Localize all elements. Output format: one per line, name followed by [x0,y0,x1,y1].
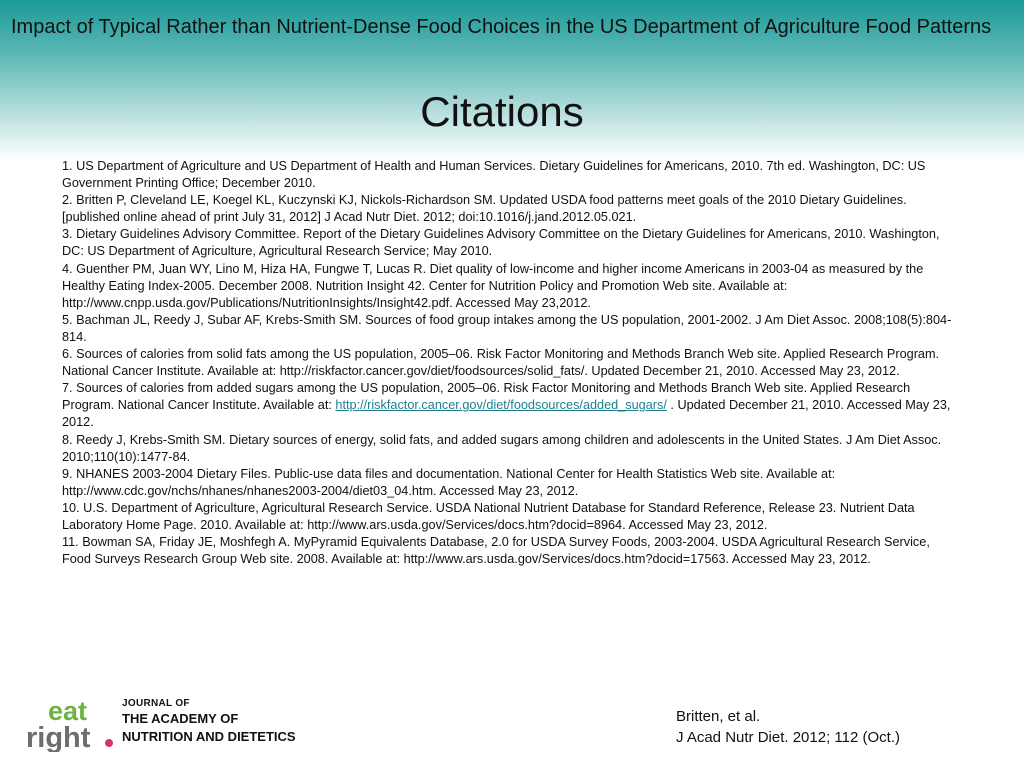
citation-7 [62,380,952,431]
footer-reference [676,706,900,748]
citation-6: 6. Sources of calories from solid fats among the US population, 2005–06. Risk Factor Monitoring and Methods Branch Web site. Applied Research Program. National Cancer Institute. Available at: http://riskfactor.cancer.gov/diet/foodsources/solid_fats/. Updated December 21, 2010. Accessed May 23, 2012. [62,347,940,379]
eat-right-logo [26,696,116,752]
citation-7-link[interactable]: http://riskfactor.cancer.gov/diet/foodsources/added_sugars/ [335,398,667,413]
citation-3: 3. Dietary Guidelines Advisory Committee. Report of the Dietary Guidelines Advisory Committee on the Dietary Guidelines for Americans, 2010. Washington, DC: US Department of Agriculture, Agricultural Research Service; May 2010. [62,227,940,259]
journal-name [122,698,296,746]
logo-word-right: right [26,722,91,752]
citation-8: 8. Reedy J, Krebs-Smith SM. Dietary sources of energy, solid fats, and added sugars among children and adolescents in the United States. J Am Diet Assoc. 2010;110(10):1477-84. [62,432,942,464]
citation-7-text-after: . Updated December 21, 2010. Accessed May 23, 2012. [62,398,951,430]
presentation-title: Impact of Typical Rather than Nutrient-Dense Food Choices in the US Department of Agriculture Food Patterns [11,16,992,38]
citation-4: 4. Guenther PM, Juan WY, Lino M, Hiza HA, Fungwe T, Lucas R. Diet quality of low-income and higher income Americans in 2003-04 as measured by the Healthy Eating Index-2005. December 2008. Nutrition Insight 42. Center for Nutrition Policy and Promotion Web site. Available at: http://www.cnpp.usda.gov/Publications/NutritionInsights/Insight42.pdf. Accessed May 23,2012. [62,261,924,310]
slide-title: Citations [420,88,584,135]
citation-5: 5. Bachman JL, Reedy J, Subar AF, Krebs-Smith SM. Sources of food group intakes among the US population, 2001-2002. J Am Diet Assoc. 2008;108(5):804-814. [62,312,952,344]
citation-2: 2. Britten P, Cleveland LE, Koegel KL, Kuczynski KJ, Nickols-Richardson SM. Updated USDA food patterns meet goals of the 2010 Dietary Guidelines. [published online ahead of print July 31, 2012] J Acad Nutr Diet. 2012; doi:10.1016/j.jand.2012.05.021. [62,193,907,225]
journal-line-2: THE ACADEMY OF [122,711,239,726]
citation-list [62,158,952,568]
citation-11: 11. Bowman SA, Friday JE, Moshfegh A. MyPyramid Equivalents Database, 2.0 for USDA Survey Foods, 2003-2004. USDA Agricultural Research Service, Food Surveys Research Group Web site. 2008. Available at: http://www.ars.usda.gov/Services/docs.htm?docid=17563. Accessed May 23, 2012. [62,535,930,567]
logo-dot-icon [105,739,113,747]
citation-10: 10. U.S. Department of Agriculture, Agricultural Research Service. USDA National Nutrient Database for Standard Reference, Release 23. Nutrient Data Laboratory Home Page. 2010. Available at: http://www.ars.usda.gov/Services/docs.htm?docid=8964. Accessed May 23, 2012. [62,500,915,532]
journal-line-1: JOURNAL OF [122,698,190,709]
footer-reference-authors: Britten, et al. [676,708,761,725]
footer-reference-journal: J Acad Nutr Diet. 2012; 112 (Oct.) [676,729,900,746]
logo-word-eat: eat [48,696,88,726]
citation-9: 9. NHANES 2003-2004 Dietary Files. Public-use data files and documentation. National Center for Health Statistics Web site. Available at: http://www.cdc.gov/nchs/nhanes/nhanes2003-2004/diet03_04.htm. Accessed May 23, 2012. [62,466,836,498]
journal-line-3: NUTRITION AND DIETETICS [122,729,296,744]
citation-7-text-before: 7. Sources of calories from added sugars among the US population, 2005–06. Risk Factor Monitoring and Methods Branch Web site. Applied Research Program. National Cancer Institute. Available at: [62,381,911,413]
citation-1: 1. US Department of Agriculture and US Department of Health and Human Services. Dietary Guidelines for Americans, 2010. 7th ed. Washington, DC: US Government Printing Office; December 2010. [62,159,926,191]
